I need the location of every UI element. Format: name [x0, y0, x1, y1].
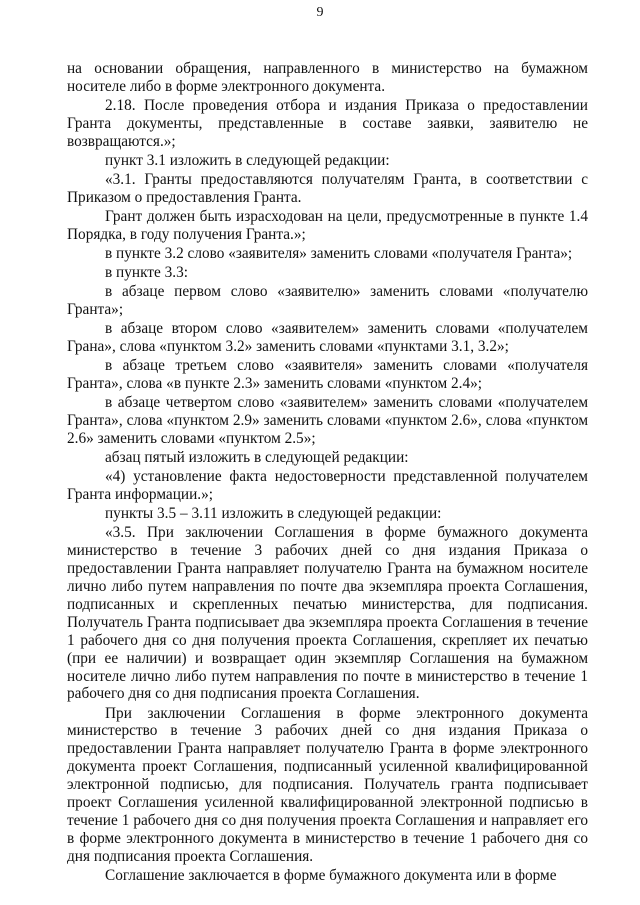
paragraph: «3.5. При заключении Соглашения в форме бумажного документа министерство в течение 3 рабочих дней со дня издания Приказа о предоставлении Гранта направляет получателю Гранта на бумажном носителе лично либо путем направления по почте два экземпляра проекта Соглашения, подписанных и скрепленных печатью министерства, для подписания. Получатель Гранта подписывает два экземпляра проекта Соглашения в течение 1 рабочего дня со дня получения проекта Соглашения, скрепляет их печатью (при ее наличии) и возвращает один экземпляр Соглашения на бумажном носителе лично либо путем направления по почте в министерство в течение 1 рабочего дня со дня подписания проекта Соглашения. [67, 524, 588, 703]
paragraph: в пункте 3.3: [105, 264, 188, 282]
paragraph: в абзаце третьем слово «заявителя» заменить словами «получателя Гранта», слова «в пункте 2.3» заменить словами «пунктом 2.4»; [67, 357, 588, 393]
paragraph: 2.18. После проведения отбора и издания Приказа о предоставлении Гранта документы, представленные в составе заявки, заявителю не возвращаются.»; [67, 97, 588, 150]
paragraph: Соглашение заключается в форме бумажного документа или в форме [105, 866, 557, 884]
document-body [67, 60, 588, 886]
paragraph: в абзаце втором слово «заявителем» заменить словами «получателем Грана», слова «пунктом 3.2» заменить словами «пунктами 3.1, 3.2»; [67, 320, 588, 356]
paragraph: в пункте 3.2 слово «заявителя» заменить словами «получателя Гранта»; [105, 245, 573, 262]
paragraph: абзац пятый изложить в следующей редакции: [105, 449, 409, 467]
paragraph: в абзаце первом слово «заявителю» заменить словами «получателю Гранта»; [67, 283, 588, 319]
paragraph: Грант должен быть израсходован на цели, предусмотренные в пункте 1.4 Порядка, в году получения Гранта.»; [67, 208, 588, 243]
paragraph: на основании обращения, направленного в министерство на бумажном носителе либо в форме электронного документа. [67, 60, 588, 95]
paragraph: пункты 3.5 – 3.11 изложить в следующей редакции: [105, 505, 442, 523]
paragraph: «4) установление факта недостоверности представленной получателем Гранта информации.»; [67, 468, 588, 504]
paragraph: «3.1. Гранты предоставляются получателям Гранта, в соответствии с Приказом о предоставления Гранта. [67, 171, 588, 206]
paragraph: пункт 3.1 изложить в следующей редакции: [105, 151, 390, 169]
paragraph: При заключении Соглашения в форме электронного документа министерство в течение 3 рабочих дней со дня издания Приказа о предоставлении Гранта направляет получателю Гранта в форме электронного документа проект Соглашения, подписанный усиленной квалифицированной электронной подписью, для подписания. Получатель гранта подписывает проект Соглашения усиленной квалифицированной электронной подписью в течение 1 рабочего дня со дня получения проекта Соглашения и направляет его в форме электронного документа в министерство в течение 1 рабочего дня со дня подписания проекта Соглашения. [67, 704, 588, 865]
page-number: 9 [316, 5, 324, 20]
paragraph: в абзаце четвертом слово «заявителем» заменить словами «получателем Гранта», слова «пунктом 2.9» заменить словами «пунктом 2.6», слова «пунктом 2.6» заменить словами «пунктом 2.5»; [67, 394, 588, 447]
